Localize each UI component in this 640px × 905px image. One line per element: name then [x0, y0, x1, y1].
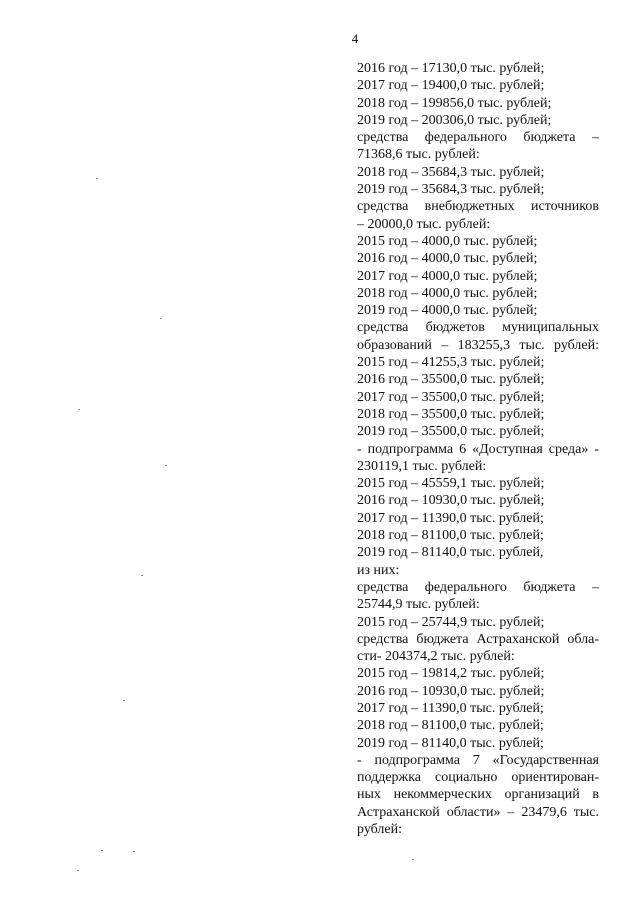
text-line: – 20000,0 тыс. рублей: — [357, 216, 491, 232]
text-line: 2019 год – 200306,0 тыс. рублей; — [357, 112, 552, 128]
text-line: 2018 год – 35684,3 тыс. рублей; — [357, 164, 545, 180]
text-line: средства федерального бюджета – — [357, 579, 599, 595]
scan-speck — [160, 318, 162, 319]
scan-speck — [412, 859, 414, 860]
text-line: 2018 год – 35500,0 тыс. рублей; — [357, 406, 545, 422]
text-line: поддержка социально ориентирован- — [357, 770, 599, 786]
text-line: 230119,1 тыс. рублей: — [357, 458, 487, 474]
text-line: 2015 год – 45559,1 тыс. рублей; — [357, 476, 545, 492]
text-line: 71368,6 тыс. рублей: — [357, 147, 480, 163]
text-line: 2017 год – 19400,0 тыс. рублей; — [357, 78, 545, 94]
scan-speck — [133, 851, 135, 852]
text-line: 2016 год – 10930,0 тыс. рублей; — [357, 493, 545, 509]
scan-speck — [141, 575, 143, 576]
text-line: 2017 год – 11390,0 тыс. рублей; — [357, 700, 544, 716]
text-line: 2016 год – 35500,0 тыс. рублей; — [357, 372, 545, 388]
text-line: 2019 год – 81140,0 тыс. рублей; — [357, 735, 544, 751]
text-line: 2015 год – 25744,9 тыс. рублей; — [357, 614, 545, 630]
scan-speck — [78, 409, 80, 410]
text-line: 2017 год – 4000,0 тыс. рублей; — [357, 268, 538, 284]
financing-text-column — [357, 60, 599, 838]
scan-speck — [77, 870, 79, 871]
text-line: 2018 год – 4000,0 тыс. рублей; — [357, 285, 538, 301]
text-line: из них: — [357, 562, 400, 578]
text-line: 2018 год – 81100,0 тыс. рублей; — [357, 718, 544, 734]
text-line: 2019 год – 4000,0 тыс. рублей; — [357, 303, 538, 319]
text-line: средства бюджетов муниципальных — [357, 320, 599, 336]
scan-speck — [101, 850, 103, 851]
text-line: ных некоммерческих организаций в — [357, 787, 599, 803]
text-line: средства бюджета Астраханской обла- — [357, 631, 599, 647]
text-line: 2018 год – 199856,0 тыс. рублей; — [357, 95, 552, 111]
text-line: 2016 год – 4000,0 тыс. рублей; — [357, 251, 538, 267]
scan-speck — [123, 700, 125, 701]
text-line: 2018 год – 81100,0 тыс. рублей; — [357, 528, 544, 544]
text-line: 2019 год – 35684,3 тыс. рублей; — [357, 182, 545, 198]
text-line: 2019 год – 35500,0 тыс. рублей; — [357, 424, 545, 440]
scan-speck — [165, 465, 167, 466]
text-line: - подпрограмма 7 «Государственная — [357, 752, 599, 768]
text-line: - подпрограмма 6 «Доступная среда» - — [357, 441, 599, 457]
text-line: 2015 год – 4000,0 тыс. рублей; — [357, 233, 538, 249]
text-line: Астраханской области» – 23479,6 тыс. — [357, 804, 599, 820]
page-number: 4 — [351, 31, 359, 46]
scan-speck — [96, 178, 98, 179]
text-line: 2016 год – 10930,0 тыс. рублей; — [357, 683, 545, 699]
text-line: образований – 183255,3 тыс. рублей: — [357, 337, 599, 353]
text-line: средства федерального бюджета – — [357, 130, 599, 146]
text-line: 2019 год – 81140,0 тыс. рублей, — [357, 545, 544, 561]
text-line: 2015 год – 19814,2 тыс. рублей; — [357, 666, 545, 682]
text-line: 2017 год – 35500,0 тыс. рублей; — [357, 389, 545, 405]
text-line: 2015 год – 41255,3 тыс. рублей; — [357, 355, 545, 371]
text-line: 2016 год – 17130,0 тыс. рублей; — [357, 61, 545, 76]
text-line: сти- 204374,2 тыс. рублей: — [357, 649, 515, 665]
text-line: 2017 год – 11390,0 тыс. рублей; — [357, 510, 544, 526]
text-line: 25744,9 тыс. рублей: — [357, 597, 480, 613]
text-line: средства внебюджетных источников — [357, 199, 599, 215]
text-line: рублей: — [357, 822, 402, 838]
